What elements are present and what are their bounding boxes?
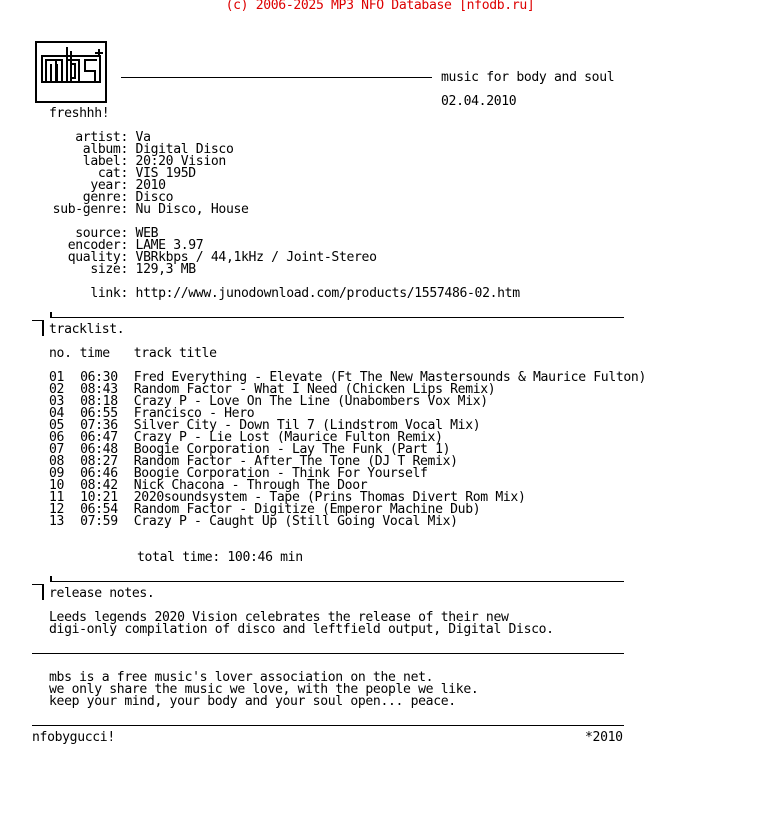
- track-no: 08: [49, 454, 65, 469]
- track-time: 08:43: [80, 382, 118, 397]
- track-time: 06:46: [80, 466, 118, 481]
- track-time: 07:36: [80, 418, 118, 433]
- col-title: track title: [133, 346, 217, 361]
- release-notes-line: Leeds legends 2020 Vision celebrates the release of their new: [49, 610, 509, 625]
- track-time: 08:27: [80, 454, 118, 469]
- tracklist-divider-bar: [42, 320, 44, 336]
- info-encoder-value: LAME 3.97: [135, 238, 204, 253]
- track-no: 12: [49, 502, 65, 517]
- info-genre-value: Disco: [135, 190, 174, 205]
- track-time: 06:54: [80, 502, 118, 517]
- footer-year: *2010: [585, 730, 623, 745]
- nfodb-banner: (c) 2006-2025 MP3 NFO Database [nfodb.ru]: [225, 0, 535, 13]
- tracklist-title: tracklist.: [49, 322, 125, 337]
- info-album-value: Digital Disco: [135, 142, 234, 157]
- track-time: 06:30: [80, 370, 118, 385]
- tracklist-divider: [50, 317, 624, 318]
- track-title: Crazy P - Caught Up (Still Going Vocal Mix): [133, 514, 458, 529]
- track-title: Boogie Corporation - Think For Yourself: [133, 466, 428, 481]
- about-line: we only share the music we love, with the people we like.: [49, 682, 479, 697]
- track-no: 07: [49, 442, 65, 457]
- track-title: Crazy P - Lie Lost (Maurice Fulton Remix): [133, 430, 443, 445]
- tagline: music for body and soul: [441, 70, 615, 85]
- info-year-value: 2010: [135, 178, 166, 193]
- info-artist-label: artist:: [75, 130, 128, 145]
- track-time: 06:48: [80, 442, 118, 457]
- track-title: Silver City - Down Til 7 (Lindstrom Vocal Mix): [133, 418, 481, 433]
- track-time: 10:21: [80, 490, 118, 505]
- info-cat-value: VIS 195D: [135, 166, 196, 181]
- about-line: keep your mind, your body and your soul open... peace.: [49, 694, 456, 709]
- info-subgenre-value: Nu Disco, House: [135, 202, 249, 217]
- info-size-value: 129,3 MB: [135, 262, 196, 277]
- track-title: Random Factor - What I Need (Chicken Lips Remix): [133, 382, 496, 397]
- track-no: 06: [49, 430, 65, 445]
- col-time: time: [79, 346, 110, 361]
- track-title: Random Factor - Digitize (Emperor Machine Dub): [133, 502, 481, 517]
- tracklist-divider-tick: [50, 312, 52, 317]
- track-no: 11: [49, 490, 65, 505]
- info-source-label: source:: [75, 226, 128, 241]
- track-no: 10: [49, 478, 65, 493]
- info-subgenre: [48, 204, 249, 216]
- track-time: 06:55: [80, 406, 118, 421]
- tracklist-header: [49, 348, 217, 360]
- about-rule-top: [32, 653, 624, 654]
- greeting: freshhh!: [49, 106, 110, 121]
- info-year-label: year:: [90, 178, 128, 193]
- notes-divider: [50, 581, 624, 582]
- info-album-label: album:: [82, 142, 128, 157]
- release-date: 02.04.2010: [441, 94, 517, 109]
- track-no: 02: [49, 382, 65, 397]
- info-link: [48, 288, 520, 300]
- track-title: Francisco - Hero: [133, 406, 255, 421]
- info-subgenre-label: sub-genre:: [52, 202, 128, 217]
- track-time: 08:42: [80, 478, 118, 493]
- release-notes-title: release notes.: [49, 586, 155, 601]
- track-no: 09: [49, 466, 65, 481]
- track-no: 01: [49, 370, 65, 385]
- info-quality-value: VBRkbps / 44,1kHz / Joint-Stereo: [135, 250, 377, 265]
- info-size: [48, 264, 196, 276]
- footer-signature: nfobygucci!: [32, 730, 115, 745]
- total-time: total time: 100:46 min: [137, 550, 303, 565]
- track-no: 13: [49, 514, 65, 529]
- about-line: mbs is a free music's lover association on the net.: [49, 670, 434, 685]
- track-no: 05: [49, 418, 65, 433]
- track-title: Boogie Corporation - Lay The Funk (Part 1): [133, 442, 451, 457]
- info-source-value: WEB: [135, 226, 159, 241]
- info-artist-value: Va: [135, 130, 151, 145]
- info-quality-label: quality:: [67, 250, 128, 265]
- track-time: 06:47: [80, 430, 118, 445]
- col-no: no.: [49, 346, 72, 361]
- info-size-label: size:: [90, 262, 128, 277]
- info-link-value[interactable]: http://www.junodownload.com/products/1557486-02.htm: [135, 286, 520, 301]
- track-title: Random Factor - After The Tone (DJ T Remix): [133, 454, 458, 469]
- footer-rule: [32, 725, 624, 726]
- mbs-logo-icon: [35, 41, 107, 103]
- info-label-value: 20:20 Vision: [135, 154, 226, 169]
- track-time: 07:59: [80, 514, 118, 529]
- release-notes-line: digi-only compilation of disco and leftfield output, Digital Disco.: [49, 622, 554, 637]
- notes-divider-tick: [50, 576, 52, 581]
- track-title: Crazy P - Love On The Line (Unabombers Vox Mix): [133, 394, 488, 409]
- track-title: Nick Chacona - Through The Door: [133, 478, 368, 493]
- track-no: 04: [49, 406, 65, 421]
- track-no: 03: [49, 394, 65, 409]
- track-row: [49, 516, 458, 528]
- info-genre-label: genre:: [82, 190, 128, 205]
- info-link-label: link:: [90, 286, 128, 301]
- track-title: Fred Everything - Elevate (Ft The New Mastersounds & Maurice Fulton): [133, 370, 647, 385]
- info-label-label: label:: [82, 154, 128, 169]
- info-encoder-label: encoder:: [67, 238, 128, 253]
- info-cat-label: cat:: [97, 166, 128, 181]
- track-title: 2020soundsystem - Tape (Prins Thomas Divert Rom Mix): [133, 490, 526, 505]
- notes-divider-bar: [42, 584, 44, 600]
- header-rule: [121, 77, 432, 78]
- track-time: 08:18: [80, 394, 118, 409]
